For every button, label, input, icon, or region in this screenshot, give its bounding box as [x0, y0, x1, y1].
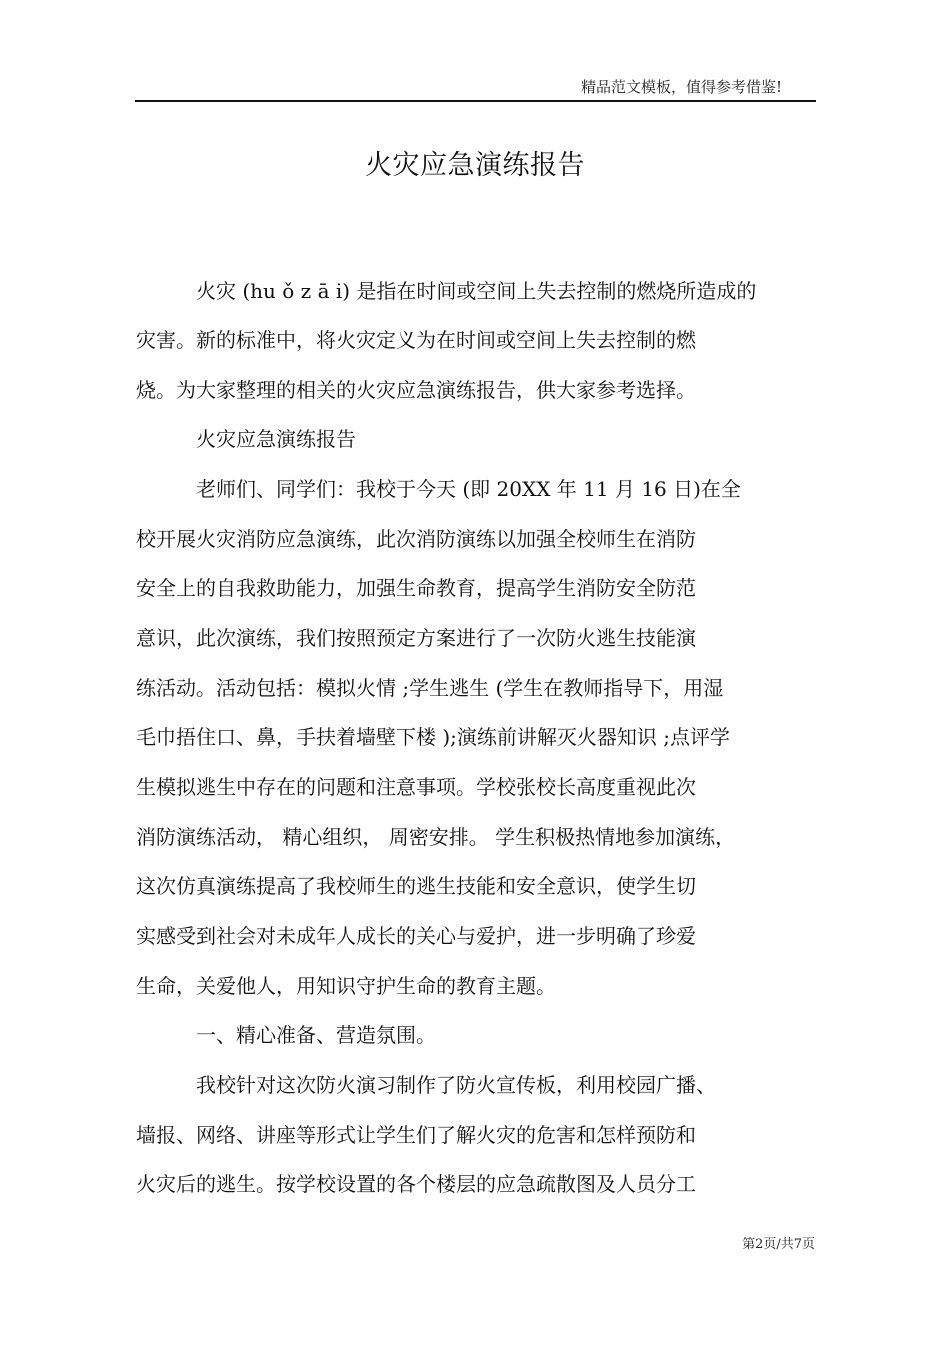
body-line: 这次仿真演练提高了我校师生的逃生技能和安全意识，使学生切 [136, 874, 696, 898]
body-line: 练活动。活动包括：模拟火情 ;学生逃生 (学生在教师指导下，用湿 [136, 676, 724, 700]
page-number: 第2页/共7页 [742, 1237, 815, 1252]
body-line: 实感受到社会对未成年人成长的关心与爱护，进一步明确了珍爱 [136, 924, 696, 948]
body-line: 生模拟逃生中存在的问题和注意事项。学校张校长高度重视此次 [136, 775, 696, 799]
body-line: 老师们、同学们：我校于今天 (即 20XX 年 11 月 16 日)在全 [196, 477, 741, 501]
body-line: 意识，此次演练，我们按照预定方案进行了一次防火逃生技能演 [136, 626, 696, 650]
body-line: 火灾 (hu ǒ z ā i) 是指在时间或空间上失去控制的燃烧所造成的 [196, 279, 757, 303]
body-line: 我校针对这次防火演习制作了防火宣传板，利用校园广播、 [196, 1073, 716, 1097]
body-line: 墙报、网络、讲座等形式让学生们了解火灾的危害和怎样预防和 [136, 1123, 696, 1147]
body-line: 火灾后的逃生。按学校设置的各个楼层的应急疏散图及人员分工 [136, 1172, 696, 1196]
body-line: 灾害。新的标准中，将火灾定义为在时间或空间上失去控制的燃 [136, 328, 696, 352]
body-line: 烧。为大家整理的相关的火灾应急演练报告，供大家参考选择。 [136, 378, 696, 402]
body-line: 生命，关爱他人，用知识守护生命的教育主题。 [136, 974, 556, 998]
page-header-text: 精品范文模板，值得参考借鉴! [580, 78, 782, 96]
document-title: 火灾应急演练报告 [365, 150, 585, 181]
body-line: 校开展火灾消防应急演练，此次消防演练以加强全校师生在消防 [136, 527, 696, 551]
body-line: 火灾应急演练报告 [196, 427, 356, 451]
section-heading: 一、精心准备、营造氛围。 [196, 1023, 436, 1047]
body-line: 安全上的自我救助能力，加强生命教育，提高学生消防安全防范 [136, 576, 696, 600]
header-rule [135, 100, 816, 102]
body-line: 毛巾捂住口、鼻，手扶着墙壁下楼 );演练前讲解灭火器知识 ;点评学 [136, 725, 730, 749]
body-line: 消防演练活动， 精心组织， 周密安排。 学生积极热情地参加演练， [136, 825, 736, 849]
